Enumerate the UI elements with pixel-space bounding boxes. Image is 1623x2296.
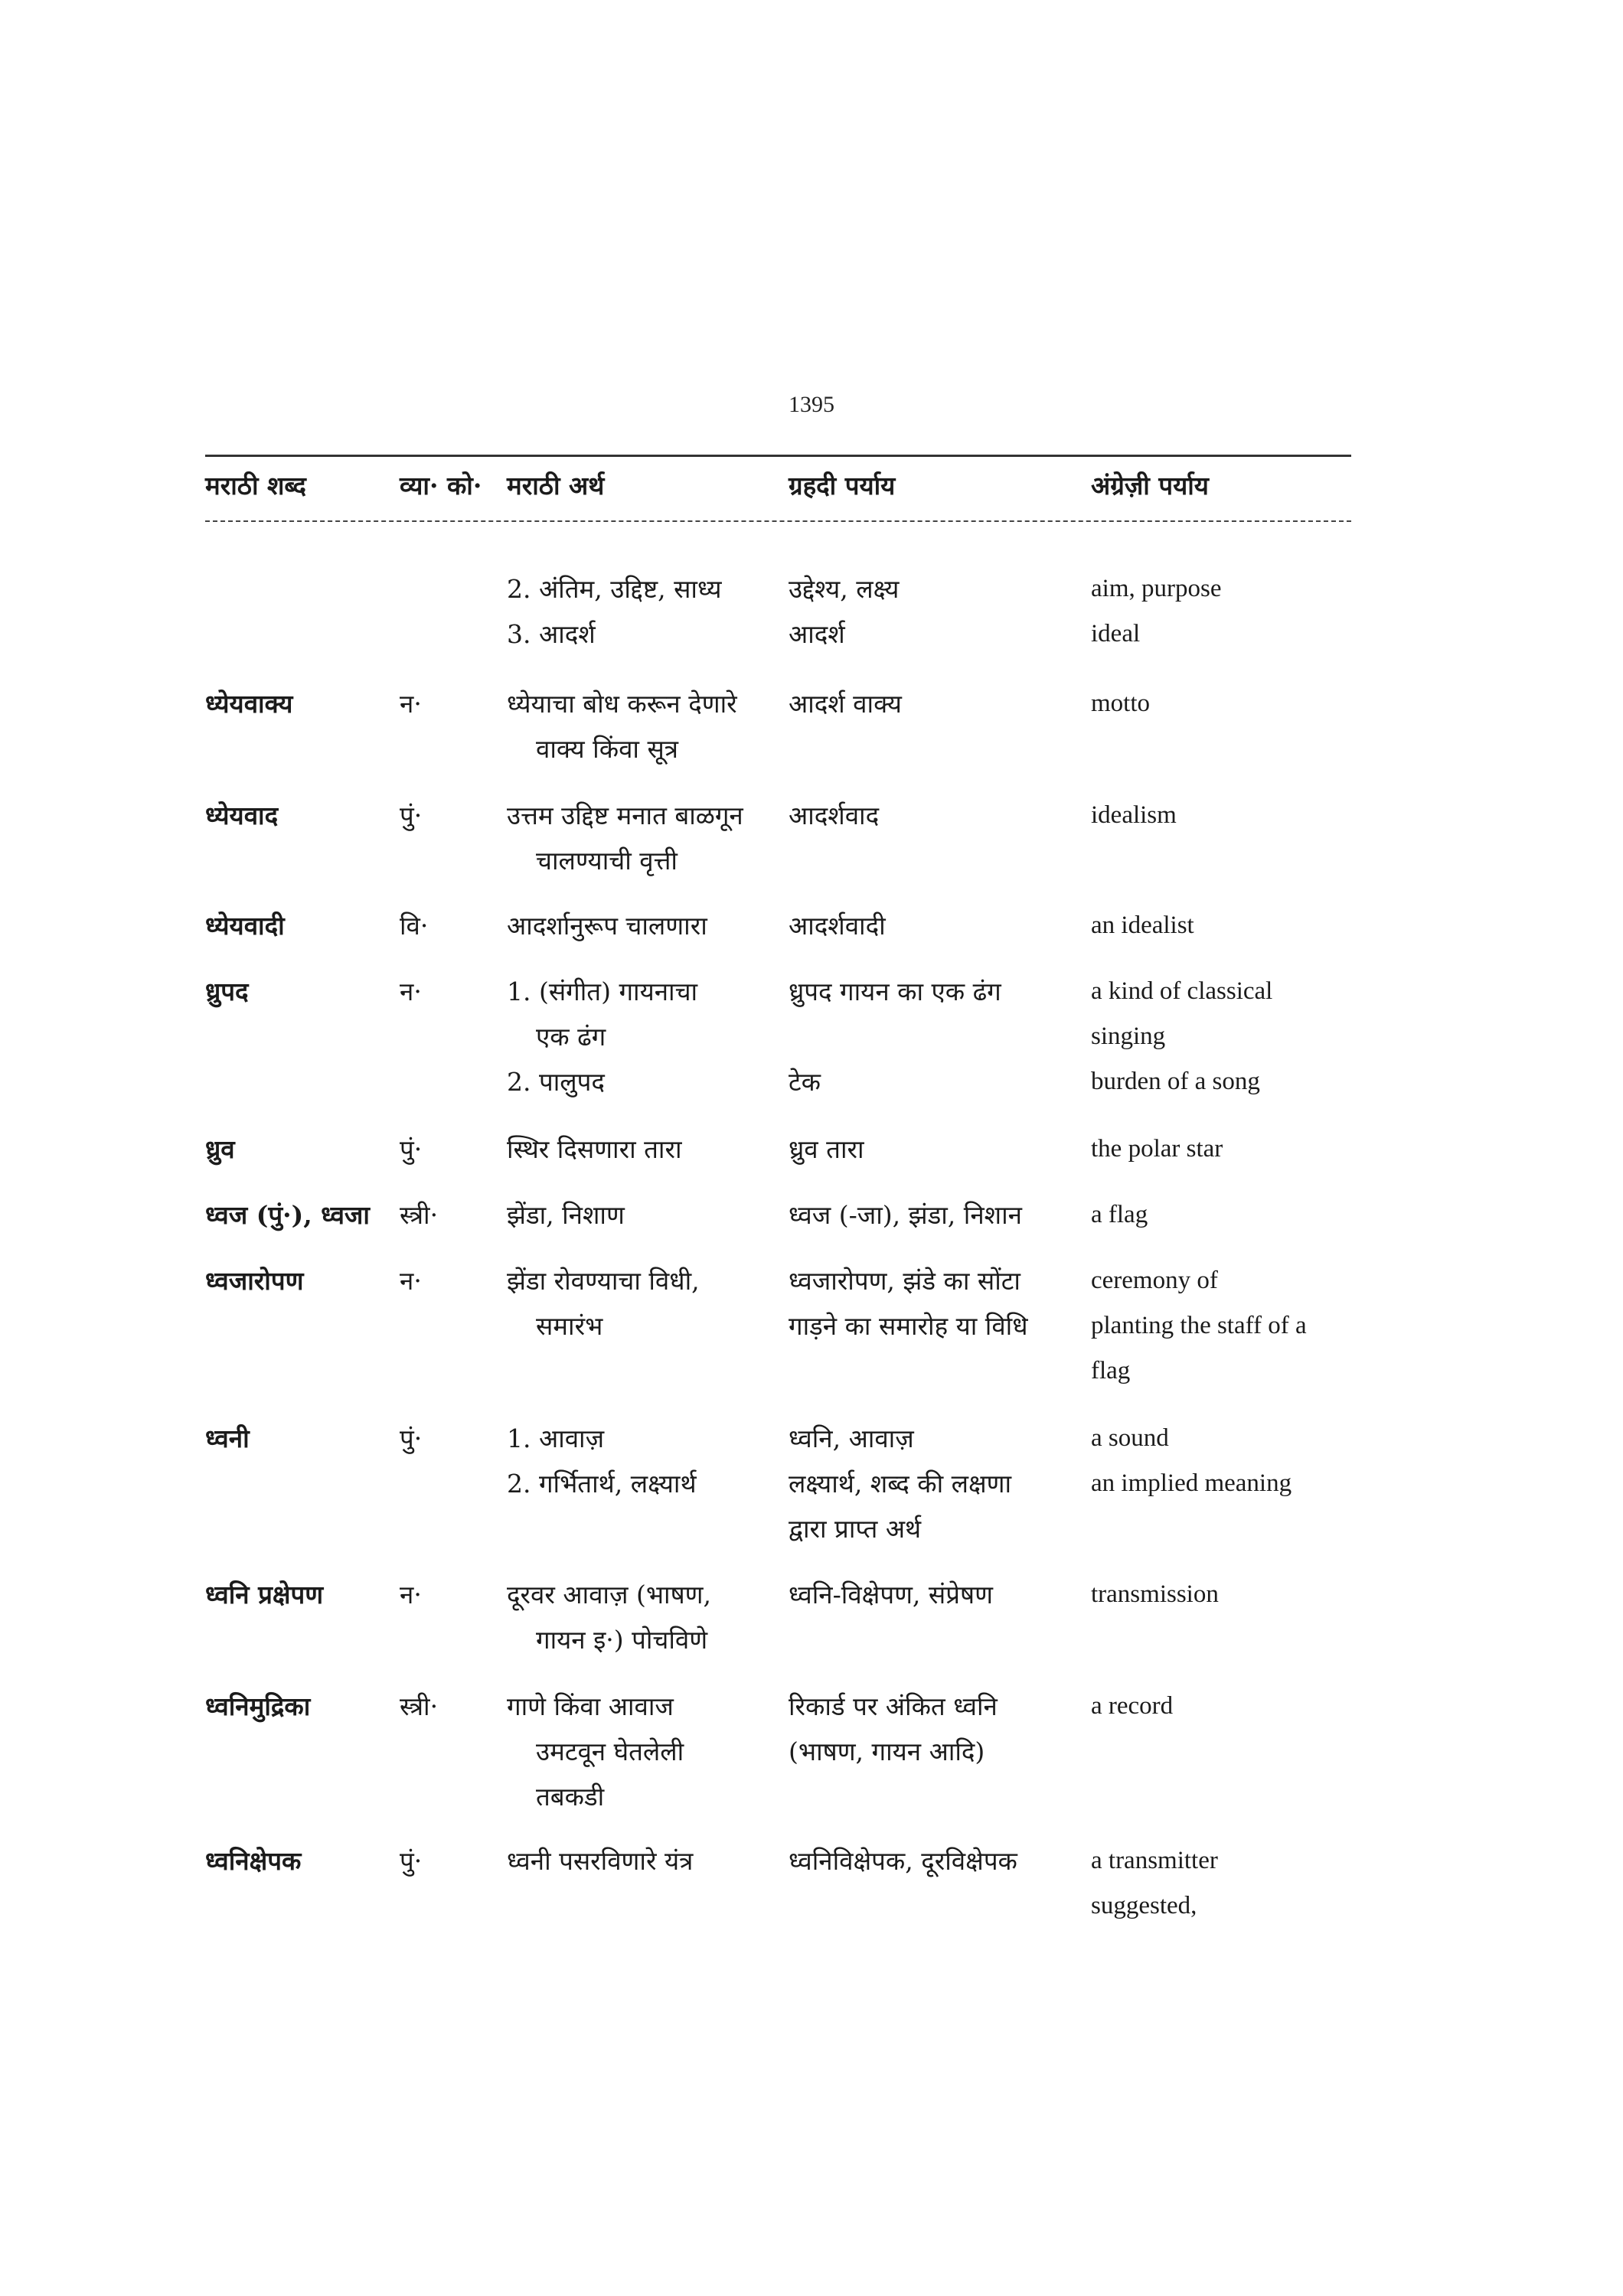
marathi-meaning xyxy=(507,1416,782,1506)
english-line: a sound xyxy=(1091,1424,1169,1452)
meaning-line: उत्तम उद्दिष्ट मनात बाळगून xyxy=(507,801,743,830)
headword: ध्रुपद xyxy=(205,977,249,1006)
hindi-line: टेक xyxy=(789,1067,821,1097)
marathi-meaning xyxy=(507,1192,782,1238)
header-bottom-rule xyxy=(205,520,1351,522)
meaning-line: ध्येयाचा बोध करून देणारे xyxy=(507,689,737,719)
header-grammar: व्या· को· xyxy=(400,471,482,501)
meaning-line: तबकडी xyxy=(536,1782,605,1812)
meaning-line: आदर्शानुरूप चालणारा xyxy=(507,911,707,941)
english-line: burden of a song xyxy=(1091,1068,1260,1095)
hindi-line: ध्वज (-जा), झंडा, निशान xyxy=(789,1200,1022,1230)
header-top-rule xyxy=(205,455,1351,457)
hindi-line: आदर्शवाद xyxy=(789,801,880,830)
hindi-synonym xyxy=(789,1258,1072,1349)
meaning-line: स्थिर दिसणारा तारा xyxy=(507,1134,682,1164)
meaning-line: उमटवून घेतलेली xyxy=(536,1737,684,1766)
english-synonym xyxy=(1091,566,1359,657)
english-line: planting the staff of a xyxy=(1091,1312,1307,1339)
meaning-line: एक ढंग xyxy=(536,1022,606,1052)
english-line: singing xyxy=(1091,1022,1166,1050)
page-number: 1395 xyxy=(789,392,834,417)
grammar-tag: न· xyxy=(400,977,422,1006)
headword: ध्येयवादी xyxy=(205,911,285,941)
hindi-line: रिकार्ड पर अंकित ध्वनि xyxy=(789,1691,998,1721)
english-synonym xyxy=(1091,1838,1359,1929)
english-synonym xyxy=(1091,793,1359,838)
english-line: transmission xyxy=(1091,1580,1219,1608)
english-line: suggested, xyxy=(1091,1892,1197,1919)
english-line: aim, purpose xyxy=(1091,575,1222,602)
english-synonym xyxy=(1091,969,1359,1104)
hindi-synonym xyxy=(789,1192,1072,1238)
english-line: motto xyxy=(1091,690,1151,717)
headword: ध्वजारोपण xyxy=(205,1266,304,1296)
hindi-line: आदर्श वाक्य xyxy=(789,689,902,719)
hindi-line: ध्वनि, आवाज़ xyxy=(789,1424,914,1453)
meaning-line: झेंडा, निशाण xyxy=(507,1200,625,1230)
header-marathi-meaning: मराठी अर्थ xyxy=(507,471,605,501)
meaning-line: चालण्याची वृत्ती xyxy=(536,846,678,876)
headword: ध्वनिक्षेपक xyxy=(205,1846,302,1876)
grammar-tag: पुं· xyxy=(400,801,423,830)
grammar-tag: न· xyxy=(400,1580,422,1609)
marathi-meaning xyxy=(507,969,782,1104)
hindi-line: ध्रुव तारा xyxy=(789,1134,864,1164)
english-synonym xyxy=(1091,903,1359,948)
meaning-line: 1. आवाज़ xyxy=(507,1424,605,1453)
meaning-line: झेंडा रोवण्याचा विधी, xyxy=(507,1266,700,1296)
hindi-line: ध्वजारोपण, झंडे का सोंटा xyxy=(789,1266,1020,1296)
hindi-synonym xyxy=(789,1684,1072,1774)
english-line: ideal xyxy=(1091,620,1141,647)
headword: ध्येयवाक्य xyxy=(205,689,293,719)
english-line: an idealist xyxy=(1091,912,1194,939)
english-synonym xyxy=(1091,681,1359,726)
hindi-line: लक्ष्यार्थ, शब्द की लक्षणा xyxy=(789,1469,1012,1499)
grammar-tag: पुं· xyxy=(400,1134,423,1164)
grammar-tag: पुं· xyxy=(400,1424,423,1453)
header-marathi-word: मराठी शब्द xyxy=(205,471,306,501)
hindi-line: आदर्श xyxy=(789,619,845,649)
headword: ध्वनी xyxy=(205,1424,250,1453)
english-line: the polar star xyxy=(1091,1135,1223,1163)
hindi-line xyxy=(789,1014,1072,1059)
meaning-line: गाणे किंवा आवाज xyxy=(507,1691,674,1721)
meaning-line: 2. अंतिम, उद्दिष्ट, साध्य xyxy=(507,574,722,604)
headword: ध्येयवाद xyxy=(205,801,279,830)
meaning-line: गायन इ·) पोचविणे xyxy=(536,1625,708,1655)
hindi-line: ध्वनि-विक्षेपण, संप्रेषण xyxy=(789,1580,993,1609)
english-line: flag xyxy=(1091,1357,1131,1384)
marathi-meaning xyxy=(507,1127,782,1172)
headword: ध्वनि प्रक्षेपण xyxy=(205,1580,324,1609)
headword: ध्वनिमुद्रिका xyxy=(205,1691,311,1721)
english-synonym xyxy=(1091,1572,1359,1617)
marathi-meaning xyxy=(507,1258,782,1349)
english-synonym xyxy=(1091,1416,1359,1506)
grammar-tag: वि· xyxy=(400,911,429,941)
english-line: an implied meaning xyxy=(1091,1469,1292,1497)
meaning-line: 3. आदर्श xyxy=(507,619,596,649)
marathi-meaning xyxy=(507,1838,782,1883)
english-line: ceremony of xyxy=(1091,1267,1218,1294)
meaning-line: वाक्य किंवा सूत्र xyxy=(536,734,678,764)
grammar-tag: पुं· xyxy=(400,1846,423,1876)
english-line: a record xyxy=(1091,1692,1174,1720)
hindi-synonym xyxy=(789,969,1072,1104)
english-line: a transmitter xyxy=(1091,1847,1218,1874)
meaning-line: 2. पालुपद xyxy=(507,1067,605,1097)
english-line: a kind of classical xyxy=(1091,977,1273,1005)
english-synonym xyxy=(1091,1127,1359,1172)
grammar-tag: न· xyxy=(400,1266,422,1296)
english-line: idealism xyxy=(1091,801,1177,829)
hindi-synonym xyxy=(789,1416,1072,1551)
grammar-tag: स्त्री· xyxy=(400,1200,439,1230)
hindi-line: आदर्शवादी xyxy=(789,911,886,941)
marathi-meaning xyxy=(507,681,782,771)
meaning-line: समारंभ xyxy=(536,1311,603,1341)
marathi-meaning xyxy=(507,903,782,948)
marathi-meaning xyxy=(507,1684,782,1819)
hindi-synonym xyxy=(789,903,1072,948)
hindi-synonym xyxy=(789,566,1072,657)
english-synonym xyxy=(1091,1192,1359,1238)
grammar-tag: न· xyxy=(400,689,422,719)
hindi-synonym xyxy=(789,793,1072,838)
hindi-synonym xyxy=(789,1127,1072,1172)
hindi-synonym xyxy=(789,1572,1072,1617)
headword: ध्रुव xyxy=(205,1134,235,1164)
marathi-meaning xyxy=(507,1572,782,1662)
hindi-line: गाड़ने का समारोह या विधि xyxy=(789,1311,1028,1341)
header-english-synonym: अंग्रेज़ी पर्याय xyxy=(1091,471,1209,501)
meaning-line: ध्वनी पसरविणारे यंत्र xyxy=(507,1846,694,1876)
header-hindi-synonym: ग्रहदी पर्याय xyxy=(789,471,896,501)
headword: ध्वज (पुं·), ध्वजा xyxy=(205,1200,370,1230)
english-line: a flag xyxy=(1091,1201,1148,1228)
hindi-synonym xyxy=(789,681,1072,726)
hindi-synonym xyxy=(789,1838,1072,1883)
meaning-line: दूरवर आवाज़ (भाषण, xyxy=(507,1580,711,1609)
hindi-line: उद्देश्य, लक्ष्य xyxy=(789,574,900,604)
meaning-line: 2. गर्भितार्थ, लक्ष्यार्थ xyxy=(507,1469,697,1499)
grammar-tag: स्त्री· xyxy=(400,1691,439,1721)
hindi-line: द्वारा प्राप्त अर्थ xyxy=(789,1514,922,1544)
english-synonym xyxy=(1091,1684,1359,1729)
hindi-line: (भाषण, गायन आदि) xyxy=(789,1737,985,1766)
hindi-line: ध्रुपद गायन का एक ढंग xyxy=(789,977,1001,1006)
marathi-meaning xyxy=(507,793,782,883)
meaning-line: 1. (संगीत) गायनाचा xyxy=(507,977,698,1006)
hindi-line: ध्वनिविक्षेपक, दूरविक्षेपक xyxy=(789,1846,1017,1876)
marathi-meaning xyxy=(507,566,782,657)
english-synonym xyxy=(1091,1258,1359,1394)
